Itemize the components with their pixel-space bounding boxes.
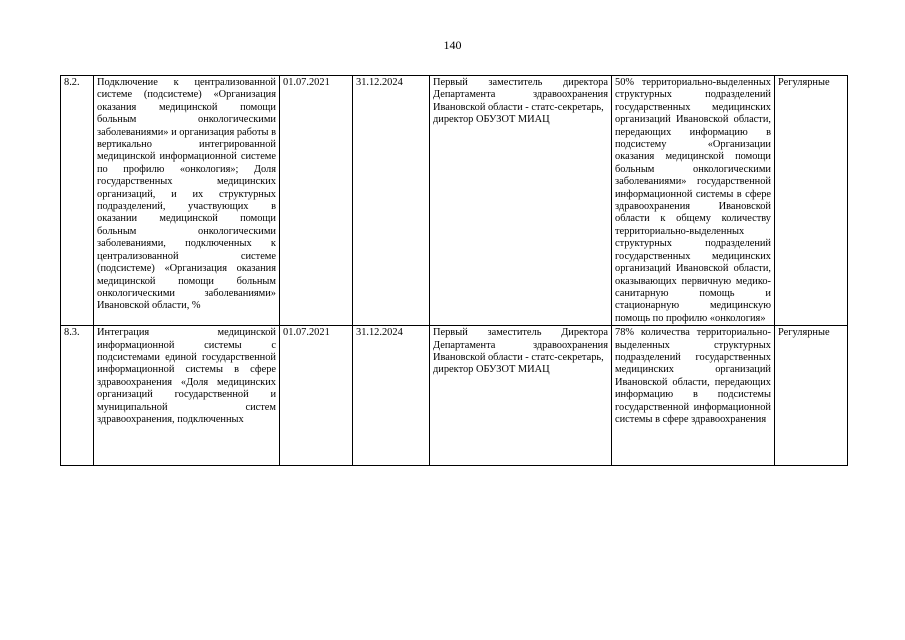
row-number: 8.2. [61, 76, 94, 326]
responsible-director: директор ОБУЗОТ МИАЦ [433, 364, 550, 376]
indicator: 50% территориально-выделенных структурных подразделений государственных медицинских организаций Ивановской области, передающих информацию в подсистему «Организации оказания медицинской помощи больным онкологическими заболеваниями» государственной информационной системы в сфере здравоохранения Ивановской области к общему количеству территориально-выделенных структурных подразделений государственных медицинских организаций Ивановской области, оказывающих первичную медико-санитарную помощь и стационарную медицинскую помощь по профилю «онкология» [612, 76, 775, 326]
page-number: 140 [443, 38, 462, 52]
start-date: 01.07.2021 [280, 326, 353, 466]
responsible-position: Первый заместитель директора Департамента здравоохранения Ивановской области - статс-секретарь, [433, 77, 608, 113]
measure-name: Подключение к централизованной системе (подсистеме) «Организация оказания медицинской помощи больным онкологическими заболеваниями» и организация работы в вертикально интегрированной медицинской информационной системе по профилю «онкология»; Доля государственных медицинских организаций, и их структурных подразделений, участвующих в оказании медицинской помощи больным онкологическими заболеваниями, подключенных к централизованной системе (подсистеме) «Организация оказания медицинской помощи больным онкологическими заболеваниями» Ивановской области, % [94, 76, 280, 326]
end-date: 31.12.2024 [353, 326, 430, 466]
start-date: 01.07.2021 [280, 76, 353, 326]
responsible [430, 76, 612, 326]
row-number: 8.3. [61, 326, 94, 466]
responsible [430, 326, 612, 466]
measure-name: Интеграция медицинской информационной системы с подсистемами единой государственной информационной системы в сфере здравоохранения «Доля медицинских организаций государственной и муниципальной систем здравоохранения, подключенных [94, 326, 280, 466]
table-row [61, 326, 848, 466]
frequency: Регулярные [775, 76, 848, 326]
table-row [61, 76, 848, 326]
responsible-position: Первый заместитель Директора Департамента здравоохранения Ивановской области - статс-секретарь, [433, 327, 608, 363]
end-date: 31.12.2024 [353, 76, 430, 326]
plan-table [60, 75, 848, 466]
responsible-director: директор ОБУЗОТ МИАЦ [433, 114, 550, 126]
indicator: 78% количества территориально-выделенных структурных подразделений государственных медицинских организаций Ивановской области, передающих информацию в подсистемы государственной информационной системы в сфере здравоохранения [612, 326, 775, 466]
frequency: Регулярные [775, 326, 848, 466]
